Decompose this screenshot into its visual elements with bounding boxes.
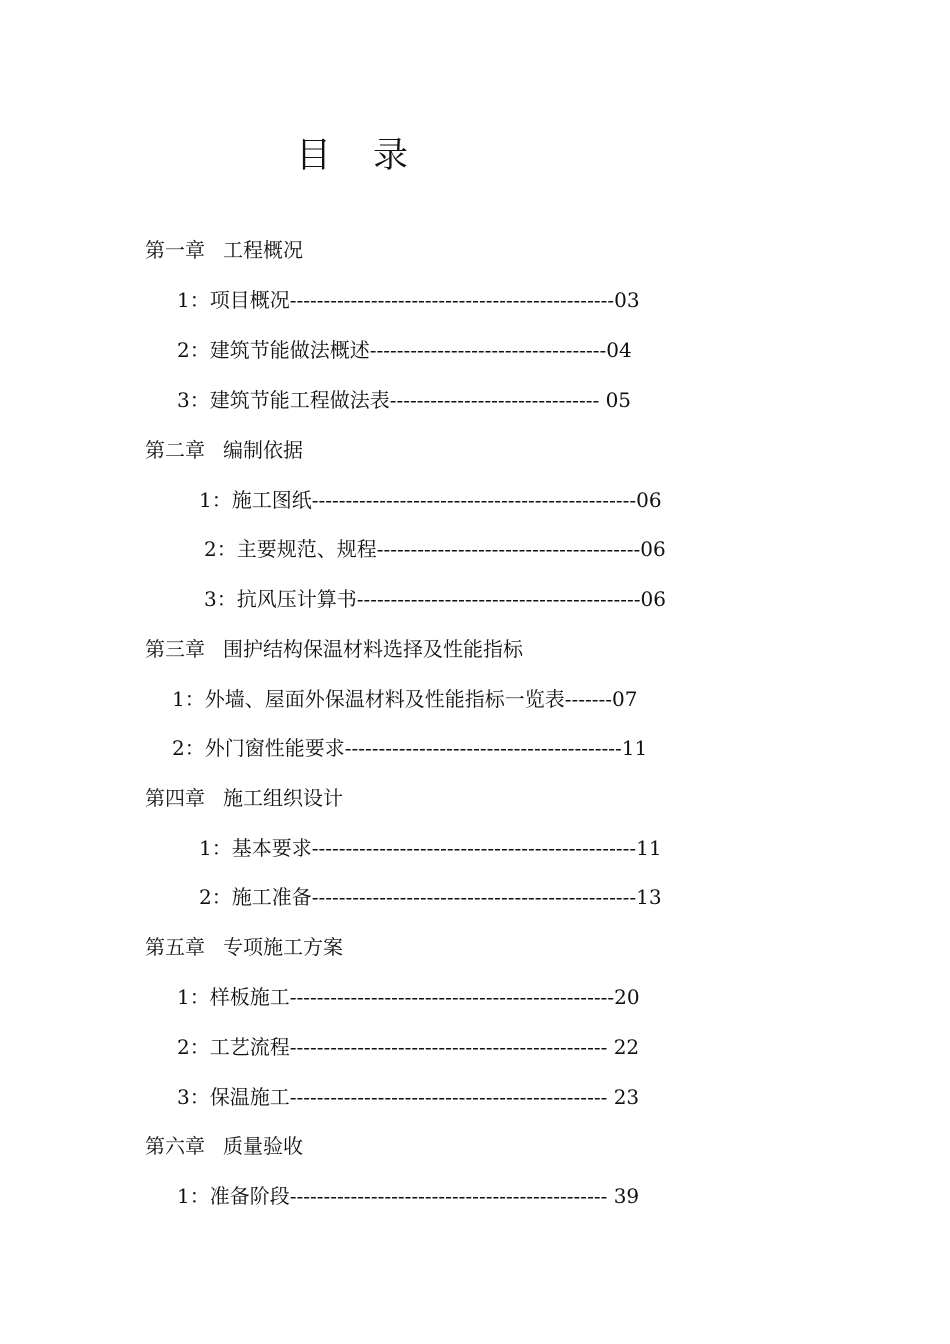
toc-entry-6-1: 1：准备阶段----------------------------------------------- 39 xyxy=(177,1184,640,1208)
title-char-2: 录 xyxy=(373,136,409,176)
toc-entry-5-2: 2：工艺流程----------------------------------------------- 22 xyxy=(177,1035,640,1059)
chapter-4-heading: 第四章 施工组织设计 xyxy=(145,786,343,810)
toc-entry-1-2: 2：建筑节能做法概述-----------------------------------04 xyxy=(177,338,632,362)
toc-entry-2-3: 3：抗风压计算书------------------------------------------06 xyxy=(204,587,667,611)
chapter-6-heading: 第六章 质量验收 xyxy=(145,1134,303,1158)
toc-entry-2-1: 1：施工图纸------------------------------------------------06 xyxy=(199,488,662,512)
toc-entry-4-1: 1：基本要求------------------------------------------------11 xyxy=(199,836,662,860)
toc-entry-3-1: 1：外墙、屋面外保温材料及性能指标一览表-------07 xyxy=(172,687,638,711)
toc-entry-2-2: 2：主要规范、规程---------------------------------------06 xyxy=(204,537,666,561)
toc-entry-1-3: 3：建筑节能工程做法表------------------------------- 05 xyxy=(177,388,632,412)
chapter-1-heading: 第一章 工程概况 xyxy=(145,238,303,262)
chapter-5-heading: 第五章 专项施工方案 xyxy=(145,935,343,959)
chapter-3-heading: 第三章 围护结构保温材料选择及性能指标 xyxy=(145,637,523,661)
page-title xyxy=(296,128,408,178)
title-char-1: 目 xyxy=(296,136,332,176)
toc-entry-4-2: 2：施工准备------------------------------------------------13 xyxy=(199,885,662,909)
toc-entry-5-3: 3：保温施工----------------------------------------------- 23 xyxy=(177,1085,640,1109)
toc-entry-3-2: 2：外门窗性能要求-----------------------------------------11 xyxy=(172,736,648,760)
toc-entry-5-1: 1：样板施工------------------------------------------------20 xyxy=(177,985,640,1009)
toc-entry-1-1: 1：项目概况------------------------------------------------03 xyxy=(177,288,640,312)
chapter-2-heading: 第二章 编制依据 xyxy=(145,438,303,462)
